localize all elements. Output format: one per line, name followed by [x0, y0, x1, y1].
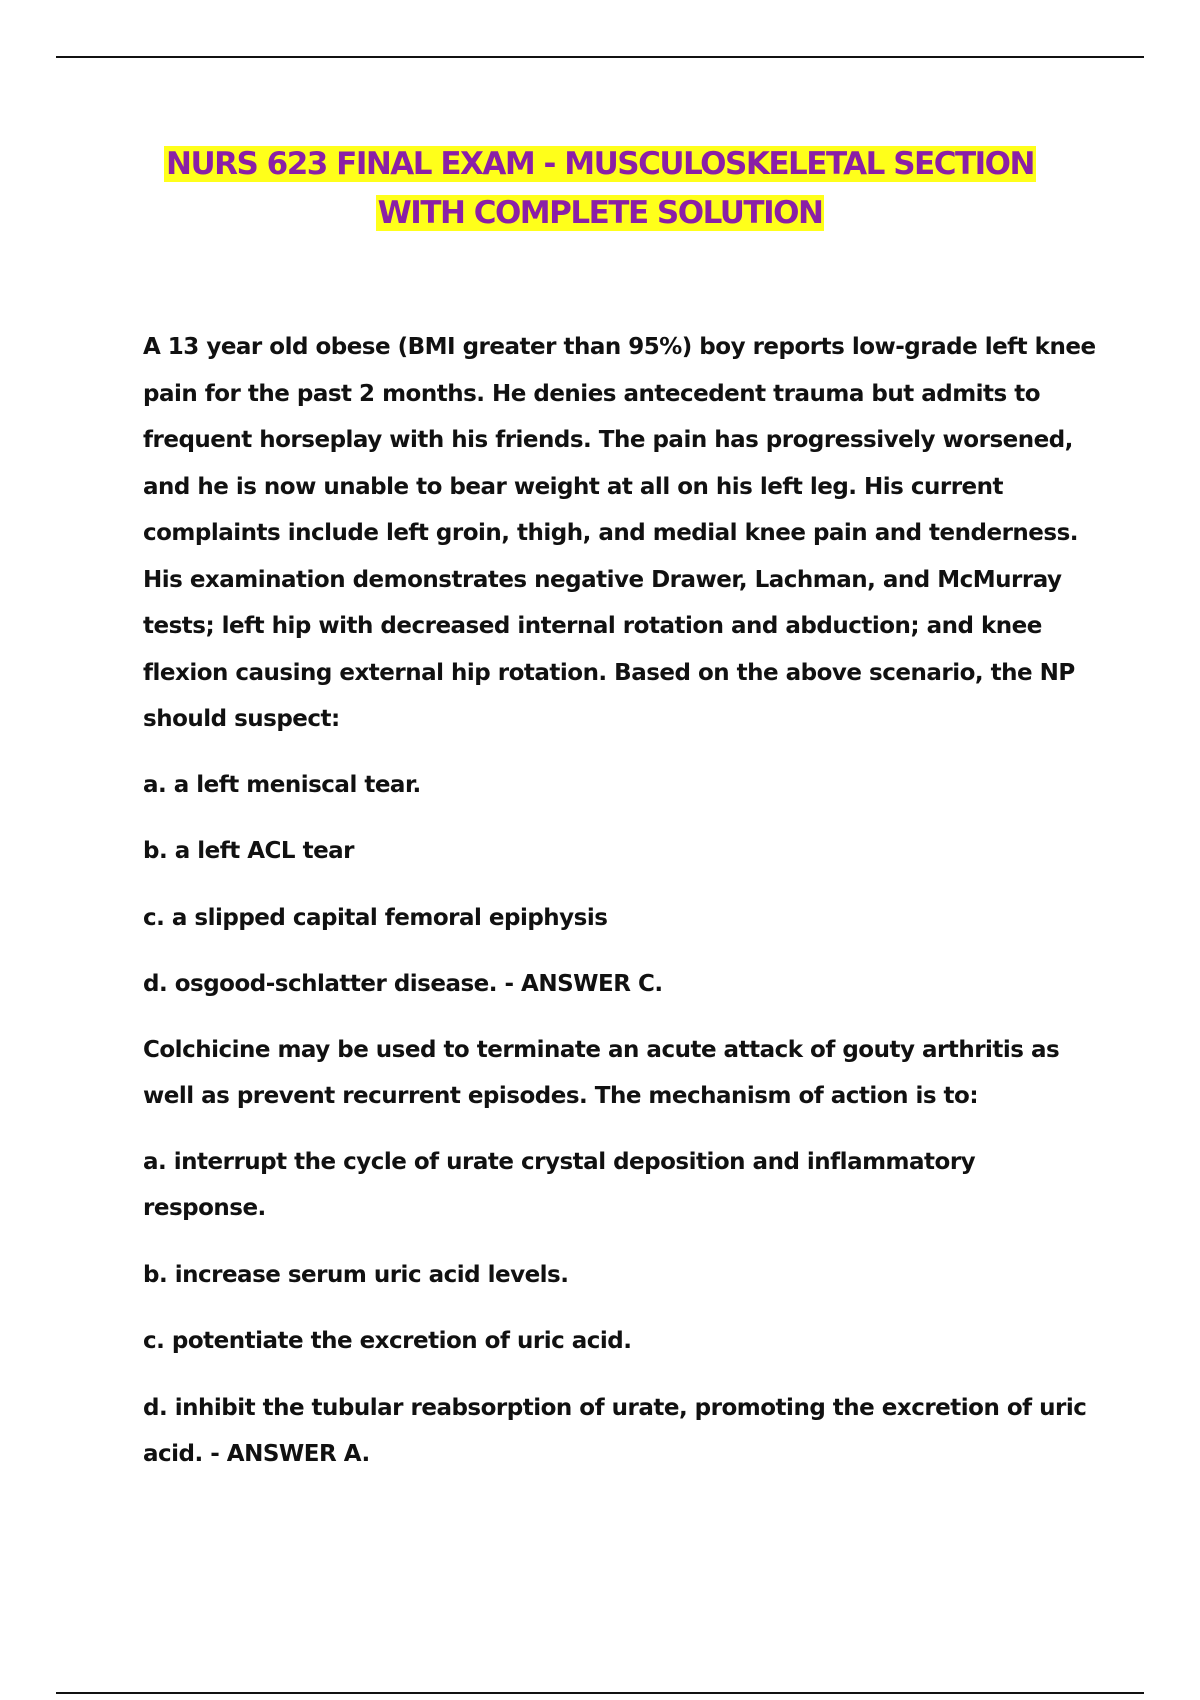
question-1-option-a: a. a left meniscal tear.	[143, 771, 421, 798]
page-title	[60, 140, 1140, 238]
document-body	[143, 324, 1103, 1498]
question-1-stem: A 13 year old obese (BMI greater than 95%) boy reports low-grade left knee pain for the past 2 months. He denies antecedent trauma but admits to frequent horseplay with his friends. The pain has progressively worsened, and he is now unable to bear weight at all on his left leg. His current complaints include left groin, thigh, and medial knee pain and tenderness. His examination demonstrates negative Drawer, Lachman, and McMurray tests; left hip with decreased internal rotation and abduction; and knee flexion causing external hip rotation. Based on the above scenario, the NP should suspect:	[143, 334, 1096, 732]
top-rule	[56, 56, 1144, 58]
question-1-option-d: d. osgood-schlatter disease. - ANSWER C.	[143, 971, 663, 997]
question-2-stem: Colchicine may be used to terminate an acute attack of gouty arthritis as well as prevent recurrent episodes. The mechanism of action is to:	[143, 1036, 1060, 1109]
bottom-rule	[56, 1692, 1144, 1694]
question-2-option-b: b. increase serum uric acid levels.	[143, 1261, 569, 1288]
question-1	[143, 324, 1103, 1008]
title-line-1: NURS 623 FINAL EXAM - MUSCULOSKELETAL SECTION	[166, 146, 1034, 182]
question-2-option-c: c. potentiate the excretion of uric acid.	[143, 1328, 632, 1354]
question-2	[143, 1027, 1103, 1478]
question-1-option-c: c. a slipped capital femoral epiphysis	[143, 904, 608, 931]
question-2-option-d: d. inhibit the tubular reabsorption of urate, promoting the excretion of uric acid. - ANSWER A.	[143, 1394, 1087, 1467]
title-line-2: WITH COMPLETE SOLUTION	[377, 195, 823, 231]
question-1-option-b: b. a left ACL tear	[143, 838, 355, 864]
question-2-option-a: a. interrupt the cycle of urate crystal deposition and inflammatory response.	[143, 1148, 976, 1221]
